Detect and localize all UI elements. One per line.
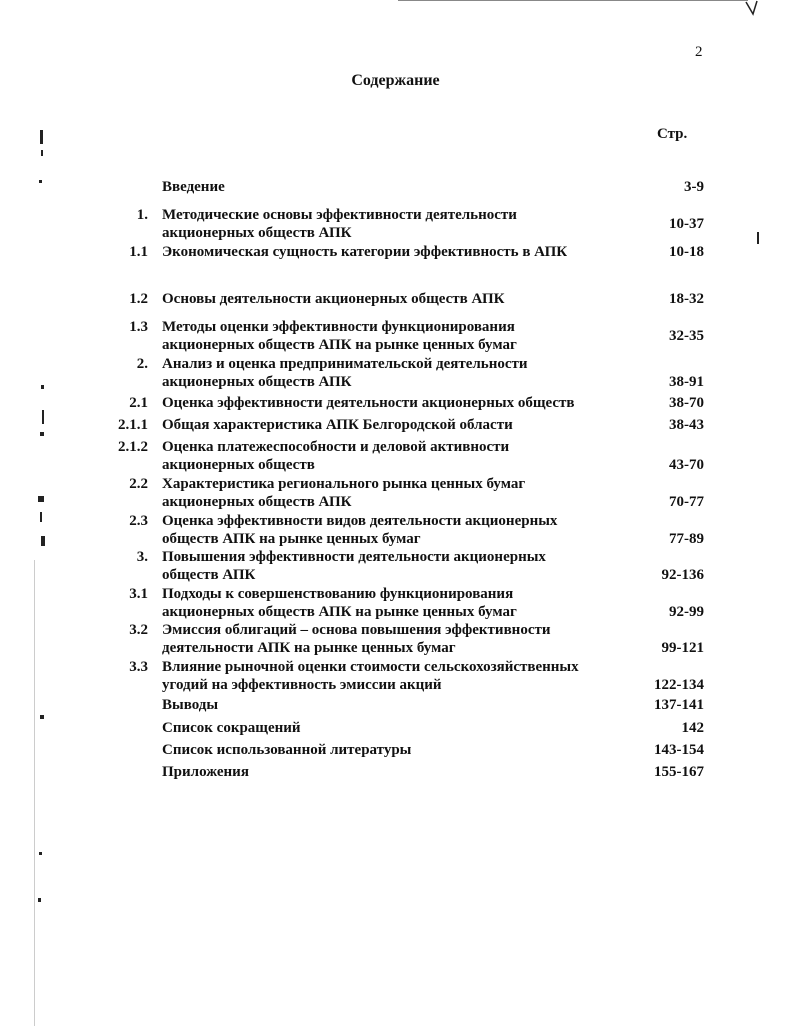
scan-speck: [757, 232, 759, 244]
scan-speck: [41, 385, 44, 389]
toc-entry-title: Эмиссия облигаций – основа повышения эффективности деятельности АПК на рынке ценных бумаг: [162, 622, 551, 656]
toc-entry-pages: 18-32: [669, 291, 704, 307]
toc-entry-title: Выводы: [162, 697, 219, 713]
toc-entry-number: 2.2: [129, 476, 148, 492]
scan-left-edge: [34, 560, 35, 1026]
toc-entry-number: 3.1: [129, 586, 148, 602]
toc-entry-title: Анализ и оценка предпринимательской деятельности акционерных обществ АПК: [162, 356, 528, 390]
toc-entry-pages: 142: [681, 720, 704, 736]
toc-entry-pages: 32-35: [669, 328, 704, 344]
page-number: 2: [695, 44, 703, 60]
toc-entry-number: 2.: [136, 356, 148, 372]
toc-entry-number: 1.: [136, 207, 148, 223]
toc-entry-pages: 38-91: [669, 374, 704, 390]
toc-entry-title: Список использованной литературы: [162, 742, 412, 758]
toc-entry-number: 1.1: [129, 244, 148, 260]
scan-speck: [40, 130, 43, 144]
toc-entry-pages: 43-70: [669, 457, 704, 473]
toc-entry-pages: 137-141: [654, 697, 704, 713]
toc-entry-number: 3.3: [129, 659, 148, 675]
toc-entry-title: Влияние рыночной оценки стоимости сельскохозяйственных угодий на эффективность эмиссии акций: [162, 659, 579, 693]
toc-entry-number: 2.1.1: [118, 417, 148, 433]
toc-entry-pages: 10-37: [669, 216, 704, 232]
toc-entry-title: Приложения: [162, 764, 249, 780]
scan-speck: [38, 496, 44, 502]
scan-speck: [40, 715, 44, 719]
toc-entry-pages: 70-77: [669, 494, 704, 510]
toc-entry-number: 3.2: [129, 622, 148, 638]
toc-entry-pages: 122-134: [654, 677, 704, 693]
toc-entry-pages: 38-70: [669, 395, 704, 411]
toc-entry-pages: 92-99: [669, 604, 704, 620]
scan-speck: [40, 432, 44, 436]
pages-column-header: Стр.: [657, 126, 688, 142]
toc-entry-pages: 77-89: [669, 531, 704, 547]
toc-entry-title: Экономическая сущность категории эффективность в АПК: [162, 244, 568, 260]
scan-corner-mark: [745, 0, 759, 18]
toc-entry-title: Методические основы эффективности деятельности акционерных обществ АПК: [162, 207, 517, 241]
toc-entry-number: 3.: [136, 549, 148, 565]
toc-entry-title: Подходы к совершенствованию функционирования акционерных обществ АПК на рынке ценных бумаг: [162, 586, 517, 620]
toc-entry-title: Оценка платежеспособности и деловой активности акционерных обществ: [162, 439, 510, 473]
toc-entry-title: Общая характеристика АПК Белгородской области: [162, 417, 513, 433]
toc-entry-title: Основы деятельности акционерных обществ АПК: [162, 291, 505, 307]
scan-speck: [38, 898, 41, 902]
toc-entry-title: Оценка эффективности видов деятельности акционерных обществ АПК на рынке ценных бумаг: [162, 513, 558, 547]
toc-entry-title: Введение: [162, 179, 225, 195]
toc-entry-pages: 3-9: [684, 179, 704, 195]
toc-entry-number: 2.1: [129, 395, 148, 411]
toc-entry-number: 1.3: [129, 319, 148, 335]
scan-speck: [41, 536, 45, 546]
toc-entry-title: Оценка эффективности деятельности акционерных обществ: [162, 395, 575, 411]
toc-entry-pages: 38-43: [669, 417, 704, 433]
toc-entry-number: 2.1.2: [118, 439, 148, 455]
toc-entry-title: Методы оценки эффективности функционирования акционерных обществ АПК на рынке ценных бумаг: [162, 319, 517, 353]
page-title: Содержание: [351, 72, 440, 89]
toc-entry-number: 2.3: [129, 513, 148, 529]
toc-entry-pages: 10-18: [669, 244, 704, 260]
toc-entry-pages: 143-154: [654, 742, 704, 758]
toc-entry-pages: 92-136: [661, 567, 704, 583]
toc-entry-pages: 155-167: [654, 764, 704, 780]
toc-entry-pages: 99-121: [661, 640, 704, 656]
toc-entry-number: 1.2: [129, 291, 148, 307]
toc-entry-title: Повышения эффективности деятельности акционерных обществ АПК: [162, 549, 546, 583]
toc-entry-title: Список сокращений: [162, 720, 301, 736]
scan-speck: [40, 512, 42, 522]
toc-entry-title: Характеристика регионального рынка ценных бумаг акционерных обществ АПК: [162, 476, 526, 510]
scan-speck: [39, 852, 42, 855]
scan-top-line: [398, 0, 748, 1]
scan-speck: [42, 410, 44, 424]
scan-speck: [39, 180, 42, 183]
scan-speck: [41, 150, 43, 156]
